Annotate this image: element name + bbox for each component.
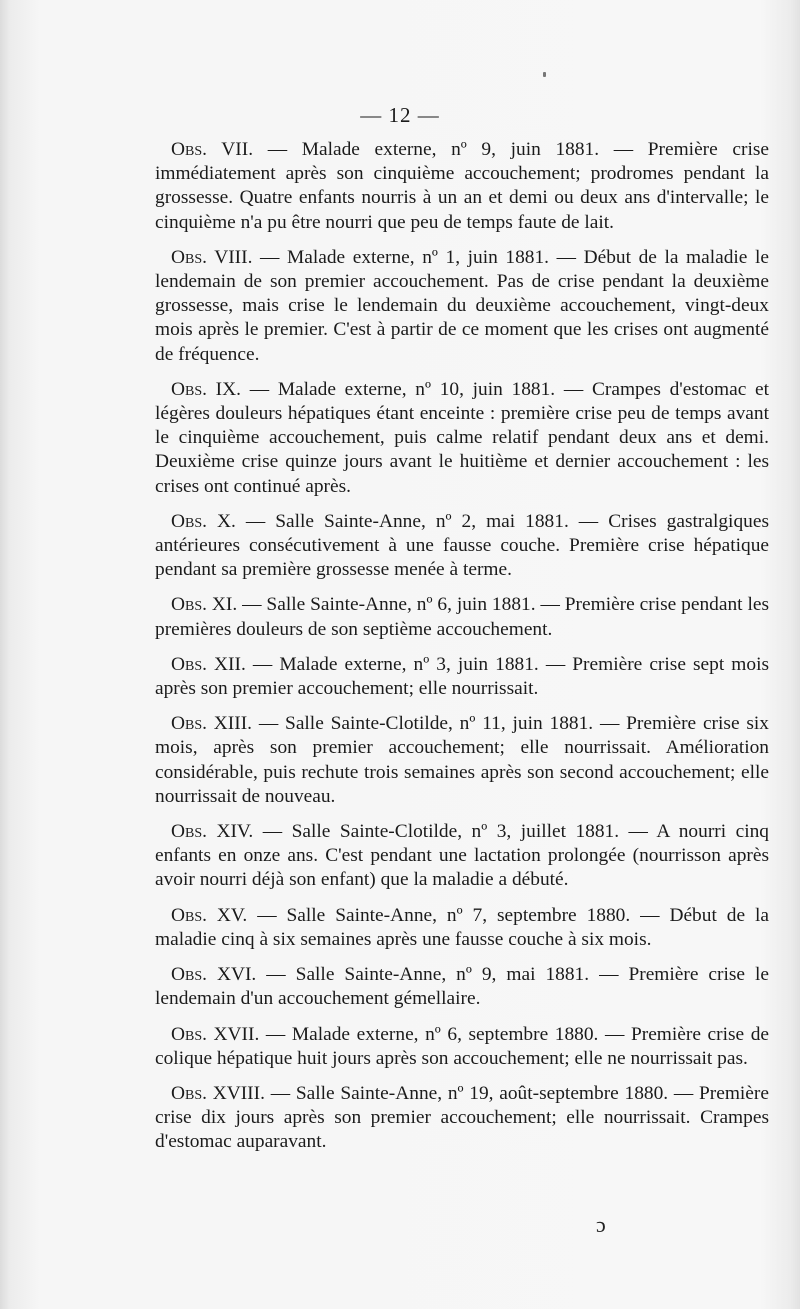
observation-text: — Salle Sainte-Clotilde, nº 11, juin 1881. — Première crise six mois, après son premier accouchement; elle nourrissait. Amélioration considérable, puis rechute trois semaines après son second accouchement; elle nourrissait de nouveau. [155, 713, 769, 807]
observations-list [155, 138, 769, 1166]
observation-label: Obs. XIV. [171, 821, 254, 843]
observation-text: — Salle Sainte-Anne, nº 6, juin 1881. — Première crise pendant les premières douleurs de son septième accouchement. [155, 594, 769, 640]
observation-label: Obs. XI. [171, 594, 238, 616]
observation-text: — Salle Sainte-Anne, nº 7, septembre 1880. — Début de la maladie cinq à six semaines après une fausse couche à six mois. [155, 904, 769, 950]
footer-mark: ɔ [596, 1212, 606, 1237]
observation-label: Obs. VII. [171, 139, 254, 160]
observation-label: Obs. XVI. [171, 964, 257, 986]
observation-paragraph [155, 904, 769, 952]
observation-paragraph [155, 138, 769, 235]
observation-label: Obs. XVII. [171, 1023, 260, 1045]
observation-text: — Malade externe, nº 1, juin 1881. — Début de la maladie le lendemain de son premier accouchement. Pas de crise pendant la deuxième grossesse, mais crise le lendemain du deuxième accouchement, vingt-deux mois après le premier. C'est à partir de ce moment que les crises ont augmenté de fréquence. [155, 246, 769, 365]
observation-paragraph [155, 1023, 769, 1071]
observation-label: Obs. IX. [171, 378, 241, 400]
observation-paragraph [155, 653, 769, 701]
observation-label: Obs. XII. [171, 653, 246, 675]
observation-paragraph [155, 378, 769, 499]
observation-paragraph [155, 820, 769, 893]
observation-paragraph [155, 963, 769, 1011]
observation-paragraph [155, 593, 769, 641]
page-number: — 12 — [360, 103, 440, 127]
observation-paragraph [155, 712, 769, 809]
observation-text: — Salle Sainte-Clotilde, nº 3, juillet 1881. — A nourri cinq enfants en onze ans. C'est pendant une lactation prolongée (nourrisson après avoir nourri déjà son enfant) que la maladie a débuté. [155, 821, 769, 891]
observation-label: Obs. XV. [171, 904, 248, 926]
print-speck [543, 72, 546, 77]
observation-label: Obs. VIII. [171, 246, 253, 268]
observation-paragraph [155, 1082, 769, 1155]
observation-paragraph [155, 246, 769, 367]
observation-text: — Malade externe, nº 10, juin 1881. — Crampes d'estomac et légères douleurs hépatiques étant enceinte : première crise peu de temps avant le cinquième accouchement, puis calme relatif pendant deux ans et demi. Deuxième crise quinze jours avant le huitième et dernier accouchement : les crises ont continué après. [155, 378, 769, 497]
observation-text: — Malade externe, nº 3, juin 1881. — Première crise sept mois après son premier accouchement; elle nourrissait. [155, 653, 770, 700]
observation-paragraph [155, 510, 769, 583]
observation-text: — Salle Sainte-Anne, nº 2, mai 1881. — Crises gastralgiques antérieures consécutivement à une fausse couche. Première crise hépatique pendant sa première grossesse menée à terme. [155, 510, 769, 581]
observation-text: — Malade externe, nº 9, juin 1881. — Première crise immédiatement après son cinquième accouchement; prodromes pendant la grossesse. Quatre enfants nourris à un an et demi ou deux ans d'intervalle; le cinquième n'a pu être nourri que peu de temps faute de lait. [155, 139, 769, 233]
observation-label: Obs. XVIII. [171, 1082, 265, 1104]
observation-text: — Malade externe, nº 6, septembre 1880. — Première crise de colique hépatique huit jours après son accouchement; elle ne nourrissait pas. [155, 1023, 769, 1069]
observation-label: Obs. X. [171, 510, 236, 532]
observation-text: — Salle Sainte-Anne, nº 19, août-septembre 1880. — Première crise dix jours après son premier accouchement; elle nourrissait. Crampes d'estomac auparavant. [155, 1082, 769, 1153]
observation-label: Obs. XIII. [171, 713, 253, 735]
observation-text: — Salle Sainte-Anne, nº 9, mai 1881. — Première crise le lendemain d'un accouchement gémellaire. [155, 964, 770, 1010]
